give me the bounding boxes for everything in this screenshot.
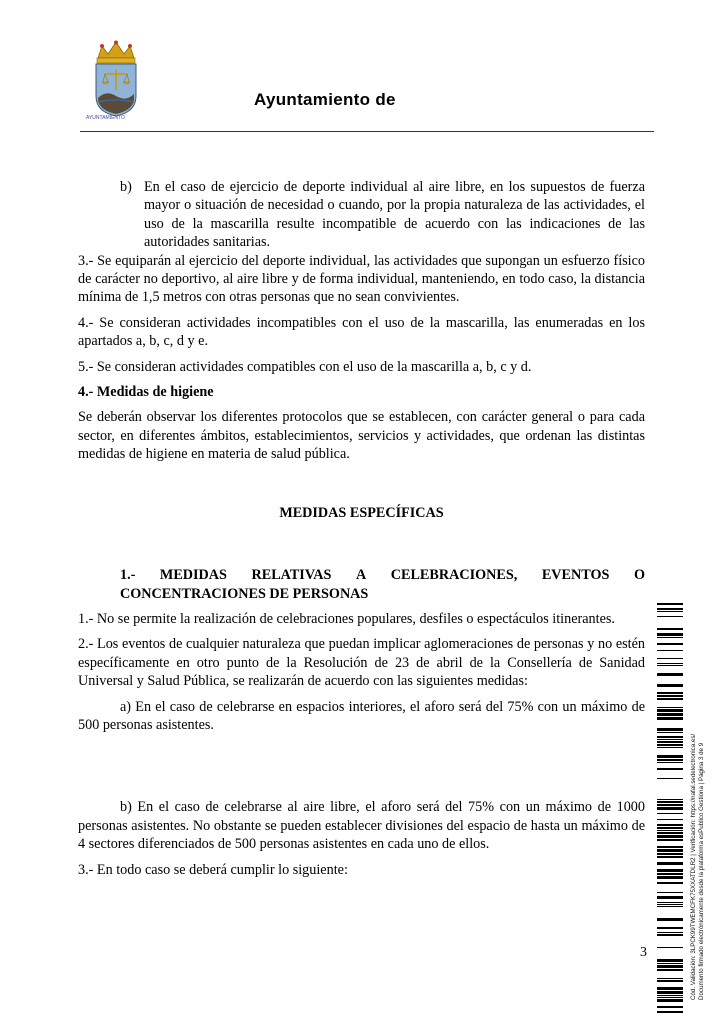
document-body — [78, 178, 645, 886]
header-divider — [80, 131, 654, 132]
subsection-heading-celebrations — [120, 566, 645, 603]
subsection-heading-line-2: CONCENTRACIONES DE PERSONAS — [120, 585, 369, 602]
signature-platform-line: Documento firmado electrónicamente desde la plataforma esPublico Gestiona | Página 3 de 9 — [698, 742, 705, 1000]
verification-side-text — [690, 640, 706, 1000]
subsection-heading-line-1 — [120, 566, 645, 584]
measure-1: 1.- No se permite la realización de celebraciones populares, desfiles o espectáculos itinerantes. — [78, 610, 615, 627]
section-heading-hygiene: 4.- Medidas de higiene — [78, 384, 214, 401]
page-number: 3 — [640, 945, 647, 960]
page-header-title: Ayuntamiento de — [254, 90, 396, 109]
paragraph-hygiene: Se deberán observar los diferentes protocolos que se establecen, con carácter general o para cada sector, en diferentes ámbitos, establecimientos, servicios y actividades, que ordenan las distintas medidas de higiene en materia de salud pública. — [78, 409, 645, 463]
logo-caption: AYUNTAMIENTO — [86, 115, 125, 121]
paragraph-5: 5.- Se consideran actividades compatibles con el uso de la mascarilla a, b, c y d. — [78, 358, 532, 375]
list-item-b — [120, 178, 645, 252]
heading-word: MEDIDAS — [159, 567, 227, 584]
list-item-marker: b) — [120, 179, 132, 195]
list-item-text: En el caso de ejercicio de deporte individual al aire libre, en los supuestos de fuerza mayor o situación de necesidad o cuando, por la propia naturaleza de las actividades, el uso de la mascarilla resulte incompatible de acuerdo con las indicaciones de las autoridades sanitarias. — [144, 179, 645, 251]
paragraph-3: 3.- Se equiparán al ejercicio del deporte individual, las actividades que supongan un esfuerzo físico de carácter no deportivo, al aire libre y de forma individual, manteniendo, en todo caso, la distancia mínima de 1,5 metros con otras personas que no sean convivientes. — [78, 252, 645, 306]
heading-word: CELEBRACIONES, — [390, 567, 518, 584]
measure-3: 3.- En todo caso se deberá cumplir lo siguiente: — [78, 861, 348, 878]
measure-2b: b) En el caso de celebrarse al aire libre, el aforo será del 75% con un máximo de 1000 personas asistentes. No obstante se pueden establecer divisiones del espacio de hasta un máximo de 4 sectores diferenciados de 500 personas asistentes en cada uno de ellos. — [78, 799, 645, 853]
measure-2: 2.- Los eventos de cualquier naturaleza que puedan implicar aglomeraciones de personas y no estén específicamente en otro punto de la Resolución de 23 de abril de la Consellería de Sanidad Universal y Salud Pública, se realizarán de acuerdo con las siguientes medidas: — [78, 636, 645, 690]
verification-barcode — [657, 603, 683, 1013]
section-heading-specific-measures: MEDIDAS ESPECÍFICAS — [279, 504, 444, 521]
heading-word: RELATIVAS — [251, 567, 332, 584]
heading-word: O — [633, 567, 645, 584]
heading-word: A — [355, 567, 367, 584]
verification-code-line: Cód. Validación: 3LPCK99TWEMCFK75XXATDLR2 | Verificación: https://nafal.sedelectronica.es/ — [690, 733, 697, 1000]
municipal-coat-of-arms-logo — [86, 40, 146, 124]
paragraph-4: 4.- Se consideran actividades incompatibles con el uso de la mascarilla, las enumeradas en los apartados a, b, c, d y e. — [78, 314, 645, 350]
heading-word: 1.- — [120, 567, 136, 584]
heading-word: EVENTOS — [541, 567, 610, 584]
measure-2a: a) En el caso de celebrarse en espacios interiores, el aforo será del 75% con un máximo de 500 personas asistentes. — [78, 698, 645, 733]
